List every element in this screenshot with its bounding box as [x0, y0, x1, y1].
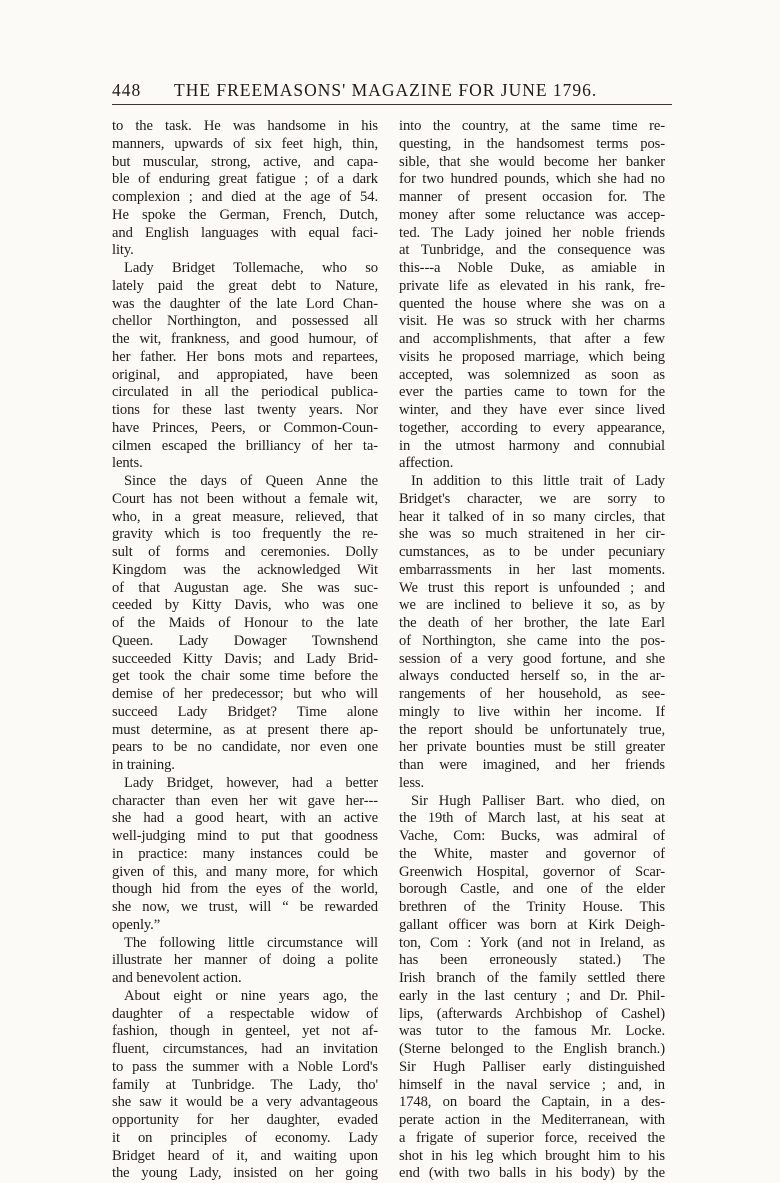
text-line: of the Maids of Honour to the late — [112, 615, 378, 631]
text-line: at Tunbridge, and the consequence was — [399, 242, 665, 259]
text-line: ton, Com : York (and not in Ireland, as — [399, 934, 665, 951]
running-header — [112, 80, 672, 101]
text-line: succeeded Kitty Davis; and Lady Brid- — [112, 650, 378, 667]
text-line: fluent, circumstances, had an invitation — [112, 1041, 378, 1057]
text-line: illustrate her manner of doing a polite — [112, 952, 378, 969]
text-line: in the utmost harmony and connubial — [399, 437, 665, 454]
text-line: In addition to this little trait of Lady — [411, 473, 665, 489]
text-line: of Northington, she came into the pos- — [399, 632, 665, 649]
text-line: her father. Her bons mots and repartees, — [112, 348, 378, 365]
text-line: manners, upwards of six feet high, thin, — [112, 135, 378, 152]
text-line: private life as elevated in his rank, fre- — [399, 277, 665, 294]
text-line: affection. — [399, 455, 454, 472]
text-line: ever the parties came to town for the — [399, 384, 665, 401]
text-line: complexion ; and died at the age of 54. — [112, 189, 378, 205]
text-line: Queen. Lady Dowager Townshend — [112, 632, 378, 649]
text-line: The following little circumstance will — [124, 934, 378, 951]
right-column — [399, 118, 665, 1183]
text-line: demise of her predecessor; but who will — [112, 686, 378, 702]
text-line: brethren of the Trinity House. This — [399, 899, 665, 915]
text-line: Greenwich Hospital, governor of Scar- — [399, 863, 665, 880]
text-line: ted. The Lady joined her noble friends — [399, 224, 665, 241]
page-number: 448 — [112, 80, 142, 100]
text-line: end (with two balls in his body) by the — [399, 1165, 665, 1182]
text-line: sult of forms and ceremonies. Dolly — [112, 544, 378, 560]
text-line: Bridget heard of it, and waiting upon — [112, 1147, 378, 1164]
text-line: lents. — [112, 455, 143, 472]
text-line: openly.” — [112, 916, 161, 933]
text-line: himself in the naval service ; and, in — [399, 1076, 665, 1093]
text-line: Sir Hugh Palliser early distinguished — [399, 1058, 665, 1075]
header-rule — [112, 104, 672, 105]
text-line: mingly to live within her income. If — [399, 703, 665, 720]
text-line: lips, (afterwards Archbishop of Cashel) — [399, 1005, 665, 1022]
text-line: in training. — [112, 757, 175, 773]
text-line: her private bounties must be still greater — [399, 739, 665, 756]
text-line: to pass the summer with a Noble Lord's — [112, 1058, 378, 1075]
text-line: in practice: many instances could be — [112, 845, 378, 862]
text-line: but muscular, strong, active, and capa- — [112, 153, 378, 170]
text-line: We trust this report is unfounded ; and — [399, 579, 665, 596]
text-line: have Princes, Peers, or Common-Coun- — [112, 419, 378, 436]
text-line: must determine, as at present there ap- — [112, 721, 378, 738]
text-line: money after some reluctance was accep- — [399, 206, 665, 223]
text-line: gallant officer was born at Kirk Deigh- — [399, 916, 665, 933]
text-line: visit. He was so struck with her charms — [399, 313, 665, 330]
text-line: the report should be unfortunately true, — [399, 721, 665, 738]
left-column — [112, 118, 378, 1183]
text-line: this---a Noble Duke, as amiable in — [399, 260, 665, 276]
text-line: session of a very good fortune, and she — [399, 650, 665, 667]
text-line: Kingdom was the acknowledged Wit — [112, 561, 378, 578]
text-line: questing, in the handsomest terms pos- — [399, 135, 665, 152]
text-line: fashion, though in genteel, yet not af- — [112, 1023, 378, 1040]
running-title: THE FREEMASONS' MAGAZINE FOR JUNE 1796. — [174, 80, 598, 100]
text-line: she was so much straitened in her cir- — [399, 526, 665, 543]
text-line: He spoke the German, French, Dutch, — [112, 206, 378, 223]
text-line: cumstances, as to be under pecuniary — [399, 544, 665, 560]
text-line: the death of her brother, the late Earl — [399, 615, 665, 631]
text-line: ceeded by Kitty Davis, who was one — [112, 597, 378, 614]
text-line: gravity which is too frequently the re- — [112, 526, 378, 543]
text-line: together, according to every appearance, — [399, 419, 665, 436]
text-line: quented the house where she was on a — [399, 295, 665, 312]
text-line: family at Tunbridge. The Lady, tho' — [112, 1076, 378, 1093]
text-line: circulated in all the periodical publica- — [112, 384, 378, 401]
text-line: Since the days of Queen Anne the — [124, 473, 378, 489]
text-line: early in the last century ; and Dr. Phil- — [399, 987, 665, 1004]
text-line: daughter of a respectable widow of — [112, 1005, 378, 1022]
text-line: was tutor to the famous Mr. Locke. — [399, 1023, 665, 1040]
text-line: and benevolent action. — [112, 970, 242, 986]
text-line: and accomplishments, that after a few — [399, 331, 665, 347]
text-line: Irish branch of the family settled there — [399, 970, 665, 986]
text-line: though hid from the eyes of the world, — [112, 881, 378, 898]
text-line: well-judging mind to put that goodness — [112, 828, 378, 844]
text-line: the wit, frankness, and good humour, of — [112, 331, 378, 347]
text-line: (Sterne belonged to the English branch.) — [399, 1041, 665, 1057]
text-line: original, and appropiated, have been — [112, 366, 378, 383]
text-line: tions for these last twenty years. Nor — [112, 402, 378, 418]
text-line: manner of present occasion for. The — [399, 189, 665, 205]
text-line: hear it talked of in so many circles, that — [399, 508, 665, 525]
text-line: it on principles of economy. Lady — [112, 1129, 378, 1146]
text-line: less. — [399, 774, 425, 791]
text-line: Vache, Com: Bucks, was admiral of — [399, 828, 665, 844]
text-line: winter, and they have ever since lived — [399, 402, 665, 418]
text-line: perate action in the Mediterranean, with — [399, 1112, 665, 1128]
text-line: chellor Northington, and possessed all — [112, 313, 378, 330]
text-line: embarrassments in her last moments. — [399, 561, 665, 578]
text-line: and English languages with equal faci- — [112, 224, 378, 241]
text-line: borough Castle, and one of the elder — [399, 881, 665, 898]
text-line: a frigate of superior force, received the — [399, 1129, 665, 1146]
text-line: lity. — [112, 242, 134, 259]
text-line: 1748, on board the Captain, in a des- — [399, 1094, 665, 1111]
text-line: About eight or nine years ago, the — [124, 987, 378, 1004]
text-line: she saw it would be a very advantageous — [112, 1094, 378, 1111]
text-line: for two hundred pounds, which she had no — [399, 171, 665, 188]
text-line: of that Augustan age. She was suc- — [112, 579, 378, 596]
text-line: Sir Hugh Palliser Bart. who died, on — [411, 792, 665, 809]
text-line: Lady Bridget, however, had a better — [124, 774, 378, 791]
text-line: the White, master and governor of — [399, 845, 665, 862]
text-line: character than even her wit gave her--- — [112, 792, 378, 809]
text-line: to the task. He was handsome in his — [112, 118, 378, 134]
text-line: pears to be no candidate, nor even one — [112, 739, 378, 756]
text-line: accepted, was solemnized as soon as — [399, 366, 665, 383]
text-line: the 19th of March last, at his seat at — [399, 810, 665, 827]
text-line: she now, we trust, will “ be rewarded — [112, 899, 378, 915]
text-line: into the country, at the same time re- — [399, 118, 665, 134]
text-line: get took the chair some time before the — [112, 668, 378, 685]
text-line: given of this, and many more, for which — [112, 863, 378, 880]
text-line: than were imagined, and her friends — [399, 757, 665, 773]
text-line: was the daughter of the late Lord Chan- — [112, 295, 378, 312]
text-line: succeed Lady Bridget? Time alone — [112, 703, 378, 720]
text-line: always conducted herself so, in the ar- — [399, 668, 665, 685]
text-line: visits he proposed marriage, which being — [399, 348, 665, 365]
text-line: cilmen escaped the brilliancy of her ta- — [112, 437, 378, 454]
text-line: lately paid the great debt to Nature, — [112, 277, 378, 294]
text-line: shot in his leg which brought him to his — [399, 1147, 665, 1164]
text-line: the young Lady, insisted on her going — [112, 1165, 378, 1182]
text-line: Court has not been without a female wit, — [112, 490, 378, 507]
text-line: opportunity for her daughter, evaded — [112, 1112, 378, 1128]
text-line: we are inclined to believe it so, as by — [399, 597, 665, 614]
text-line: rangements of her household, as see- — [399, 686, 665, 702]
text-line: ble of enduring great fatigue ; of a dark — [112, 171, 378, 188]
text-line: Bridget's character, we are sorry to — [399, 490, 665, 507]
text-line: Lady Bridget Tollemache, who so — [124, 260, 378, 276]
text-line: she had a good heart, with an active — [112, 810, 378, 827]
text-line: has been erroneously stated.) The — [399, 952, 665, 969]
text-line: sible, that she would become her banker — [399, 153, 665, 170]
text-line: who, in a great measure, relieved, that — [112, 508, 378, 525]
